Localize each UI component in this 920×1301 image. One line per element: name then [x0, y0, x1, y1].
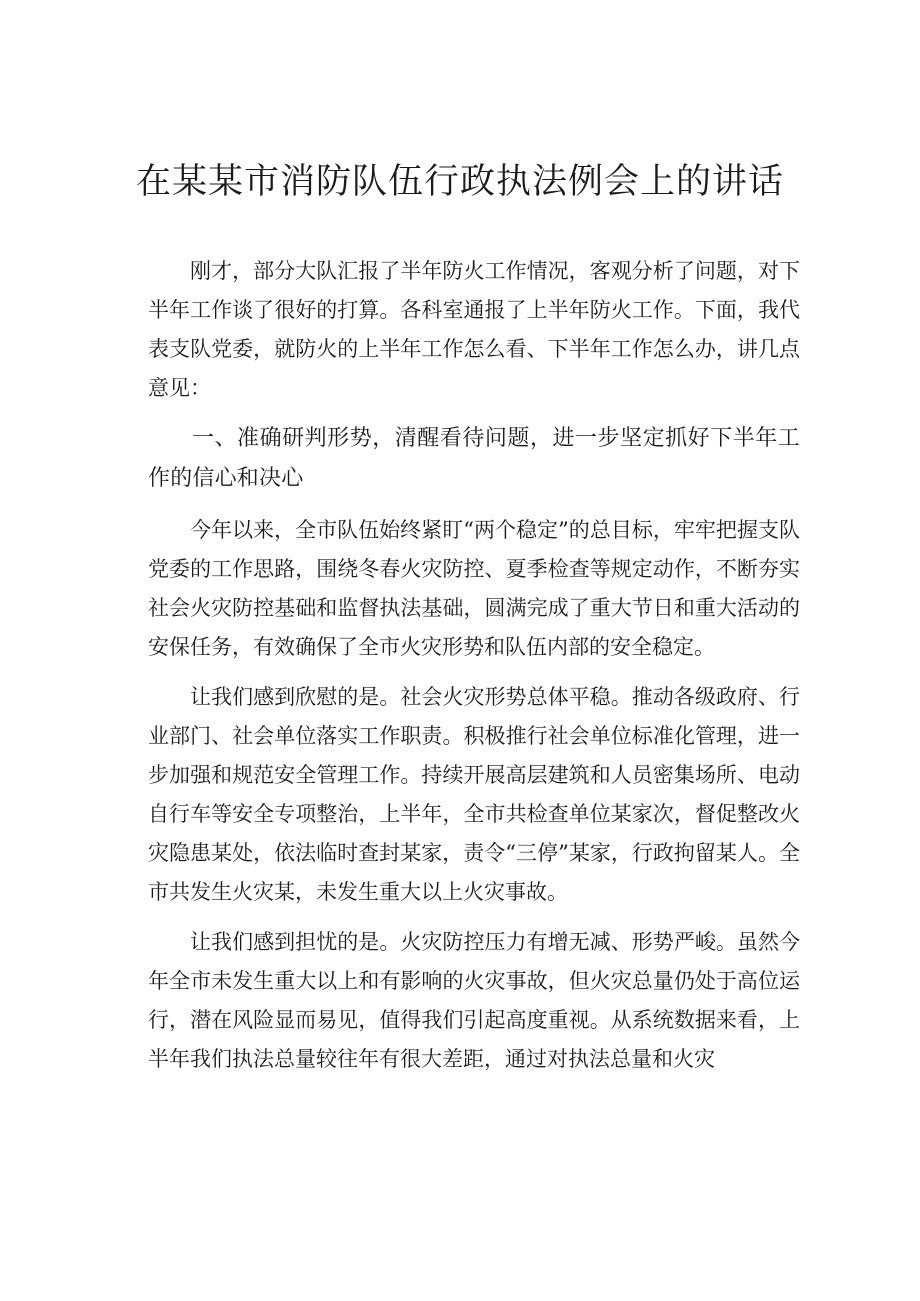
paragraph-overview: 今年以来，全市队伍始终紧盯“两个稳定”的总目标，牢牢把握支队党委的工作思路，围绕冬春火灾防控、夏季检查等规定动作，不断夯实社会火灾防控基础和监督执法基础，圆满完成了重大节日和重大活动的安保任务，有效确保了全市火灾形势和队伍内部的安全稳定。	[148, 518, 800, 659]
paragraph-concerns: 让我们感到担忧的是。火灾防控压力有增无减、形势严峻。虽然今年全市未发生重大以上和有影响的火灾事故，但火灾总量仍处于高位运行，潜在风险显而易见，值得我们引起高度重视。从系统数据来看，上半年我们执法总量较往年有很大差距，通过对执法总量和火灾	[148, 930, 800, 1071]
paragraph-opening: 刚才，部分大队汇报了半年防火工作情况，客观分析了问题，对下半年工作谈了很好的打算。各科室通报了上半年防火工作。下面，我代表支队党委，就防火的上半年工作怎么看、下半年工作怎么办，讲几点意见：	[148, 259, 800, 400]
document-title: 在某某市消防队伍行政执法例会上的讲话	[135, 162, 784, 202]
paragraph-achievements: 让我们感到欣慰的是。社会火灾形势总体平稳。推动各级政府、行业部门、社会单位落实工作职责。积极推行社会单位标准化管理，进一步加强和规范安全管理工作。持续开展高层建筑和人员密集场所、电动自行车等安全专项整治，上半年，全市共检查单位某家次，督促整改火灾隐患某处，依法临时查封某家，责令“三停”某家，行政拘留某人。全市共发生火灾某，未发生重大以上火灾事故。	[148, 685, 800, 904]
section-heading-1: 一、准确研判形势，清醒看待问题，进一步坚定抓好下半年工作的信心和决心	[148, 426, 800, 491]
document-body	[148, 252, 800, 1090]
